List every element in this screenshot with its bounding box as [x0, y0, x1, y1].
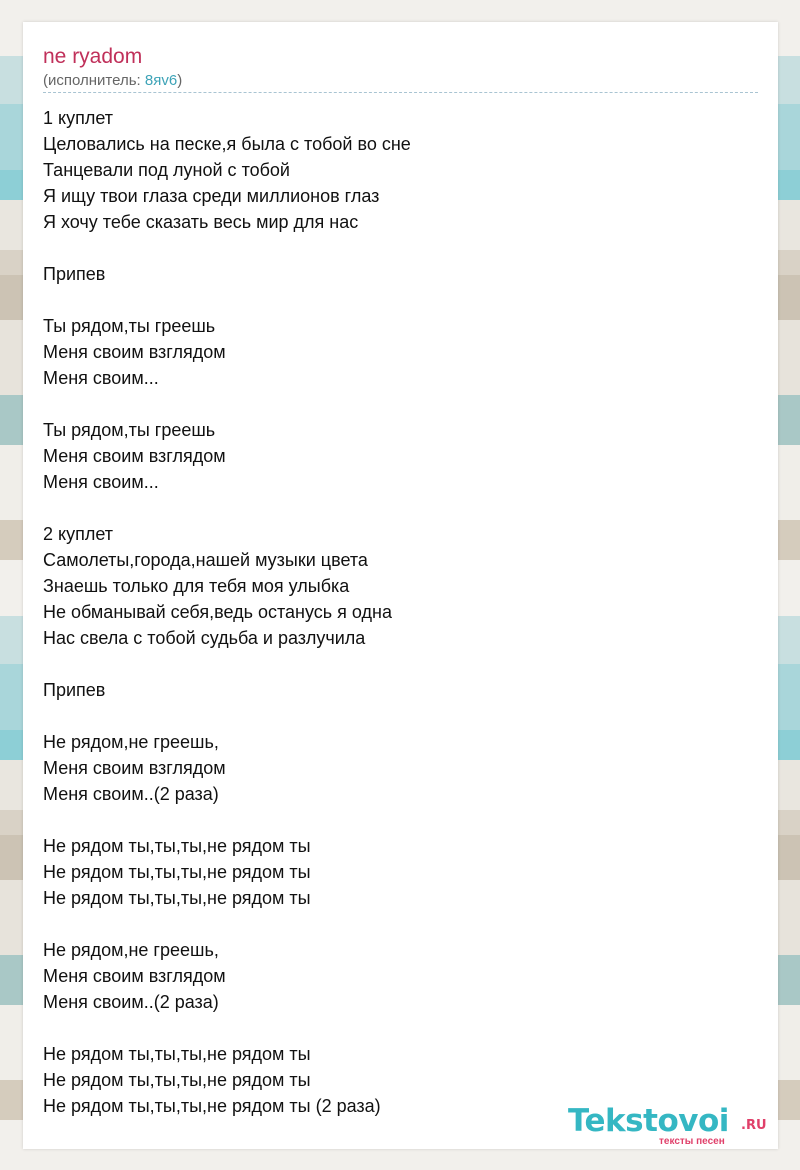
divider	[43, 92, 758, 93]
site-logo	[568, 1103, 778, 1151]
artist-suffix: )	[177, 72, 183, 89]
logo-tld: .RU	[741, 1118, 767, 1133]
artist-link[interactable]: 8яv6	[144, 72, 178, 89]
song-title: ne ryadom	[43, 45, 143, 68]
artist-prefix: (исполнитель:	[43, 72, 145, 89]
artist-line	[43, 72, 182, 89]
lyrics-text: 1 куплет Целовались на песке,я была с тобой во сне Танцевали под луной с тобой Я ищу твои глаза среди миллионов глаз Я хочу тебе сказать весь мир для нас Припев Ты рядом,ты греешь Меня своим взглядом Меня своим... Ты рядом,ты греешь Меня своим взглядом Меня своим... 2 куплет Самолеты,города,нашей музыки цвета Знаешь только для тебя моя улыбка Не обманывай себя,ведь останусь я одна Нас свела с тобой судьба и разлучила Припев Не рядом,не греешь, Меня своим взглядом Меня своим..(2 раза) Не рядом ты,ты,ты,не рядом ты Не рядом ты,ты,ты,не рядом ты Не рядом ты,ты,ты,не рядом ты Не рядом,не греешь, Меня своим взглядом Меня своим..(2 раза) Не рядом ты,ты,ты,не рядом ты Не рядом ты,ты,ты,не рядом ты Не рядом ты,ты,ты,не рядом ты (2 раза)	[43, 108, 411, 1116]
logo-brand: Tekstovoi	[568, 1103, 729, 1139]
logo-tagline: тексты песен	[659, 1136, 725, 1147]
lyrics-card	[23, 22, 778, 1149]
